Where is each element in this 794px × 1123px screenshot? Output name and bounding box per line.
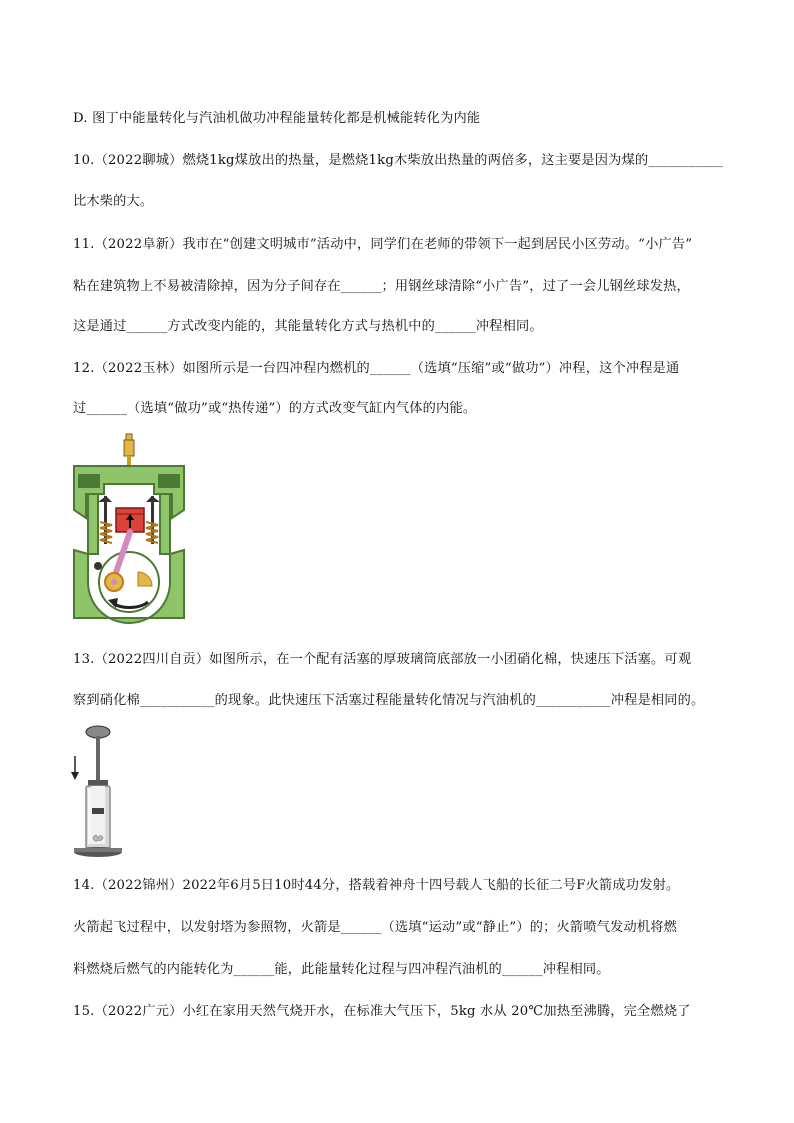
q15-line-1: 15.（2022广元）小红在家用天然气烧开水，在标准大气压下，5kg 水从 20℃加热至沸腾，完全燃烧了 — [73, 1004, 691, 1019]
q11-line-3: 这是通过______方式改变内能的，其能量转化方式与热机中的______冲程相同。 — [73, 319, 543, 334]
q10-line-2: 比木柴的大。 — [73, 194, 154, 209]
q10-line-1: 10.（2022聊城）燃烧1kg煤放出的热量，是燃烧1kg木柴放出热量的两倍多，这主要是因为煤的___________ — [73, 153, 724, 168]
q14-line-1: 14.（2022锦州）2022年6月5日10时44分，搭载着神舟十四号载人飞船的长征二号F火箭成功发射。 — [73, 878, 680, 893]
q14-line-2: 火箭起飞过程中，以发射塔为参照物，火箭是______（选填“运动”或“静止”）的；火箭喷气发动机将燃 — [73, 920, 678, 935]
option-d-line: D. 图丁中能量转化与汽油机做功冲程能量转化都是机械能转化为内能 — [73, 111, 481, 126]
q12-line-1: 12.（2022玉林）如图所示是一台四冲程内燃机的______（选填“压缩”或“做功”）冲程，这个冲程是通 — [73, 361, 680, 376]
engine-diagram — [68, 432, 192, 624]
q11-line-1: 11.（2022阜新）我市在“创建文明城市”活动中，同学们在老师的带领下一起到居民小区劳动。“小广告” — [73, 237, 693, 252]
q11-line-2: 粘在建筑物上不易被清除掉，因为分子间存在______；用钢丝球清除“小广告”，过了一会儿钢丝球发热， — [73, 279, 690, 294]
q12-line-2: 过______（选填“做功”或“热传递”）的方式改变气缸内气体的内能。 — [73, 401, 477, 416]
q13-line-1: 13.（2022四川自贡）如图所示，在一个配有活塞的厚玻璃筒底部放一小团硝化棉，快速压下活塞。可观 — [73, 652, 692, 667]
glass-tube-diagram — [66, 722, 130, 862]
q14-line-3: 料燃烧后燃气的内能转化为______能，此能量转化过程与四冲程汽油机的______冲程相同。 — [73, 962, 610, 977]
q13-line-2: 察到硝化棉___________的现象。此快速压下活塞过程能量转化情况与汽油机的___________冲程是相同的。 — [73, 693, 705, 708]
